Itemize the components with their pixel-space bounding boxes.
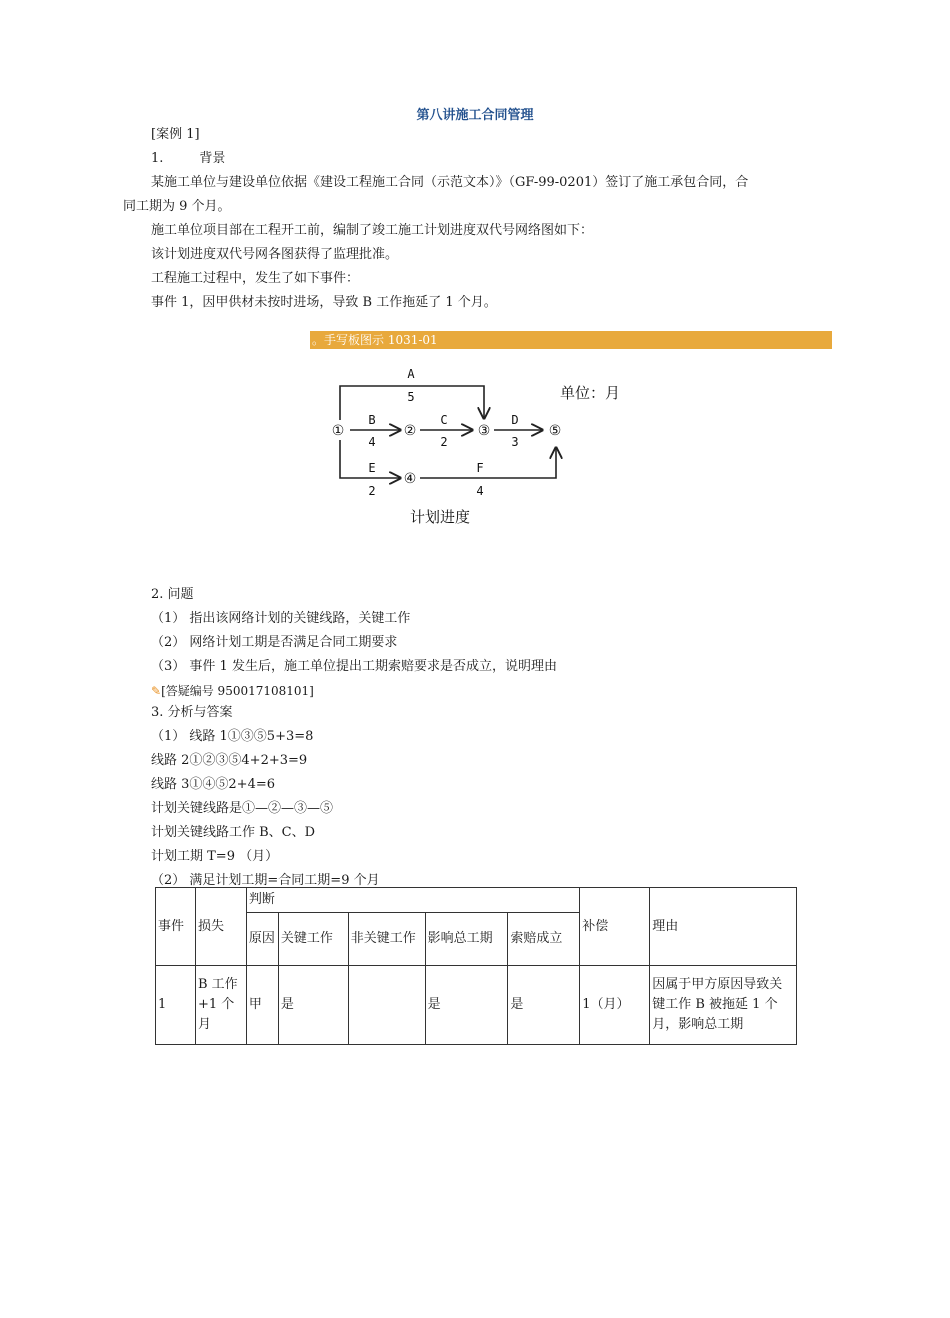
cell-reason: 因属于甲方原因导致关键工作 B 被拖延 1 个月，影响总工期	[650, 966, 797, 1045]
cell-comp: 1（月）	[580, 966, 650, 1045]
analysis-line-5: 计划关键线路工作 B、C、D	[151, 825, 316, 840]
pen-icon: ✎	[151, 684, 162, 698]
header-event: 事件	[156, 888, 196, 966]
dur-d: 3	[511, 435, 519, 449]
analysis-line-4: 计划关键线路是①—②—③—⑤	[151, 801, 334, 816]
header-nonkey: 非关键工作	[348, 913, 425, 966]
cell-cause: 甲	[246, 966, 278, 1045]
case-label: [案例 1]	[151, 127, 200, 142]
analysis-line-6: 计划工期 T=9 （月）	[151, 849, 279, 864]
cell-affect: 是	[425, 966, 508, 1045]
analysis-line-1: （1） 线路 1①③⑤5+3=8	[151, 729, 314, 744]
faq-link[interactable]	[151, 682, 314, 699]
analysis-line-2: 线路 2①②③⑤4+2+3=9	[151, 753, 308, 768]
node-3: ③	[477, 423, 491, 439]
analysis-line-3: 线路 3①④⑤2+4=6	[151, 777, 276, 792]
label-b: B	[368, 413, 376, 427]
label-e: E	[368, 461, 376, 475]
dur-b: 4	[368, 435, 376, 449]
section-number: 1.	[151, 151, 164, 166]
diagram-caption: 计划进度	[409, 508, 471, 526]
label-a: A	[407, 367, 415, 381]
arrow-f	[420, 448, 556, 478]
question-3: （3） 事件 1 发生后，施工单位提出工期索赔要求是否成立，说明理由	[151, 659, 557, 674]
cell-nonkey	[348, 966, 425, 1045]
node-2: ②	[403, 423, 417, 439]
header-loss: 损失	[195, 888, 246, 966]
header-claim: 索赔成立	[508, 913, 580, 966]
section-heading: 背景	[199, 151, 226, 166]
header-key: 关键工作	[278, 913, 348, 966]
label-f: F	[476, 461, 484, 475]
question-2: （2） 网络计划工期是否满足合同工期要求	[151, 635, 398, 650]
paragraph-5: 事件 1，因甲供材未按时进场，导致 B 工作拖延了 1 个月。	[151, 295, 497, 310]
node-1: ①	[331, 423, 345, 439]
table-row	[156, 966, 797, 1045]
label-d: D	[511, 413, 519, 427]
paragraph-1b: 同工期为 9 个月。	[123, 199, 231, 214]
dur-a: 5	[407, 390, 415, 404]
paragraph-3: 该计划进度双代号网各图获得了监理批准。	[151, 247, 399, 262]
page-title: 第八讲施工合同管理	[416, 108, 534, 123]
label-c: C	[440, 413, 448, 427]
header-comp: 补偿	[580, 888, 650, 966]
dur-f: 4	[476, 484, 484, 498]
paragraph-2: 施工单位项目部在工程开工前，编制了竣工施工计划进度双代号网络图如下：	[151, 223, 594, 238]
header-cause: 原因	[246, 913, 278, 966]
unit-label: 单位：月	[560, 384, 621, 402]
question-1: （1） 指出该网络计划的关键线路，关键工作	[151, 611, 411, 626]
faq-text: [答疑编号 950017108101]	[161, 684, 314, 698]
node-5: ⑤	[548, 423, 562, 439]
node-4: ④	[403, 471, 417, 487]
cell-claim: 是	[508, 966, 580, 1045]
handwriting-banner: 。手写板图示 1031-01	[310, 331, 832, 349]
cell-loss: B 工作+1 个月	[195, 966, 246, 1045]
cell-key: 是	[278, 966, 348, 1045]
cell-event: 1	[156, 966, 196, 1045]
network-diagram	[320, 360, 650, 530]
paragraph-4: 工程施工过程中，发生了如下事件：	[151, 271, 360, 286]
paragraph-1a: 某施工单位与建设单位依据《建设工程施工合同（示范文本）》（GF-99-0201）签订了施工承包合同，合	[151, 175, 749, 190]
section-background-heading	[151, 150, 225, 168]
header-affect: 影响总工期	[425, 913, 508, 966]
header-judge: 判断	[246, 888, 579, 913]
table-header-row-1	[156, 888, 797, 913]
analysis-line-7: （2） 满足计划工期=合同工期=9 个月	[151, 873, 380, 888]
questions-heading: 2. 问题	[151, 587, 194, 602]
analysis-heading: 3. 分析与答案	[151, 705, 233, 720]
header-reason: 理由	[650, 888, 797, 966]
claim-table	[155, 887, 797, 1045]
dur-c: 2	[440, 435, 448, 449]
dur-e: 2	[368, 484, 376, 498]
